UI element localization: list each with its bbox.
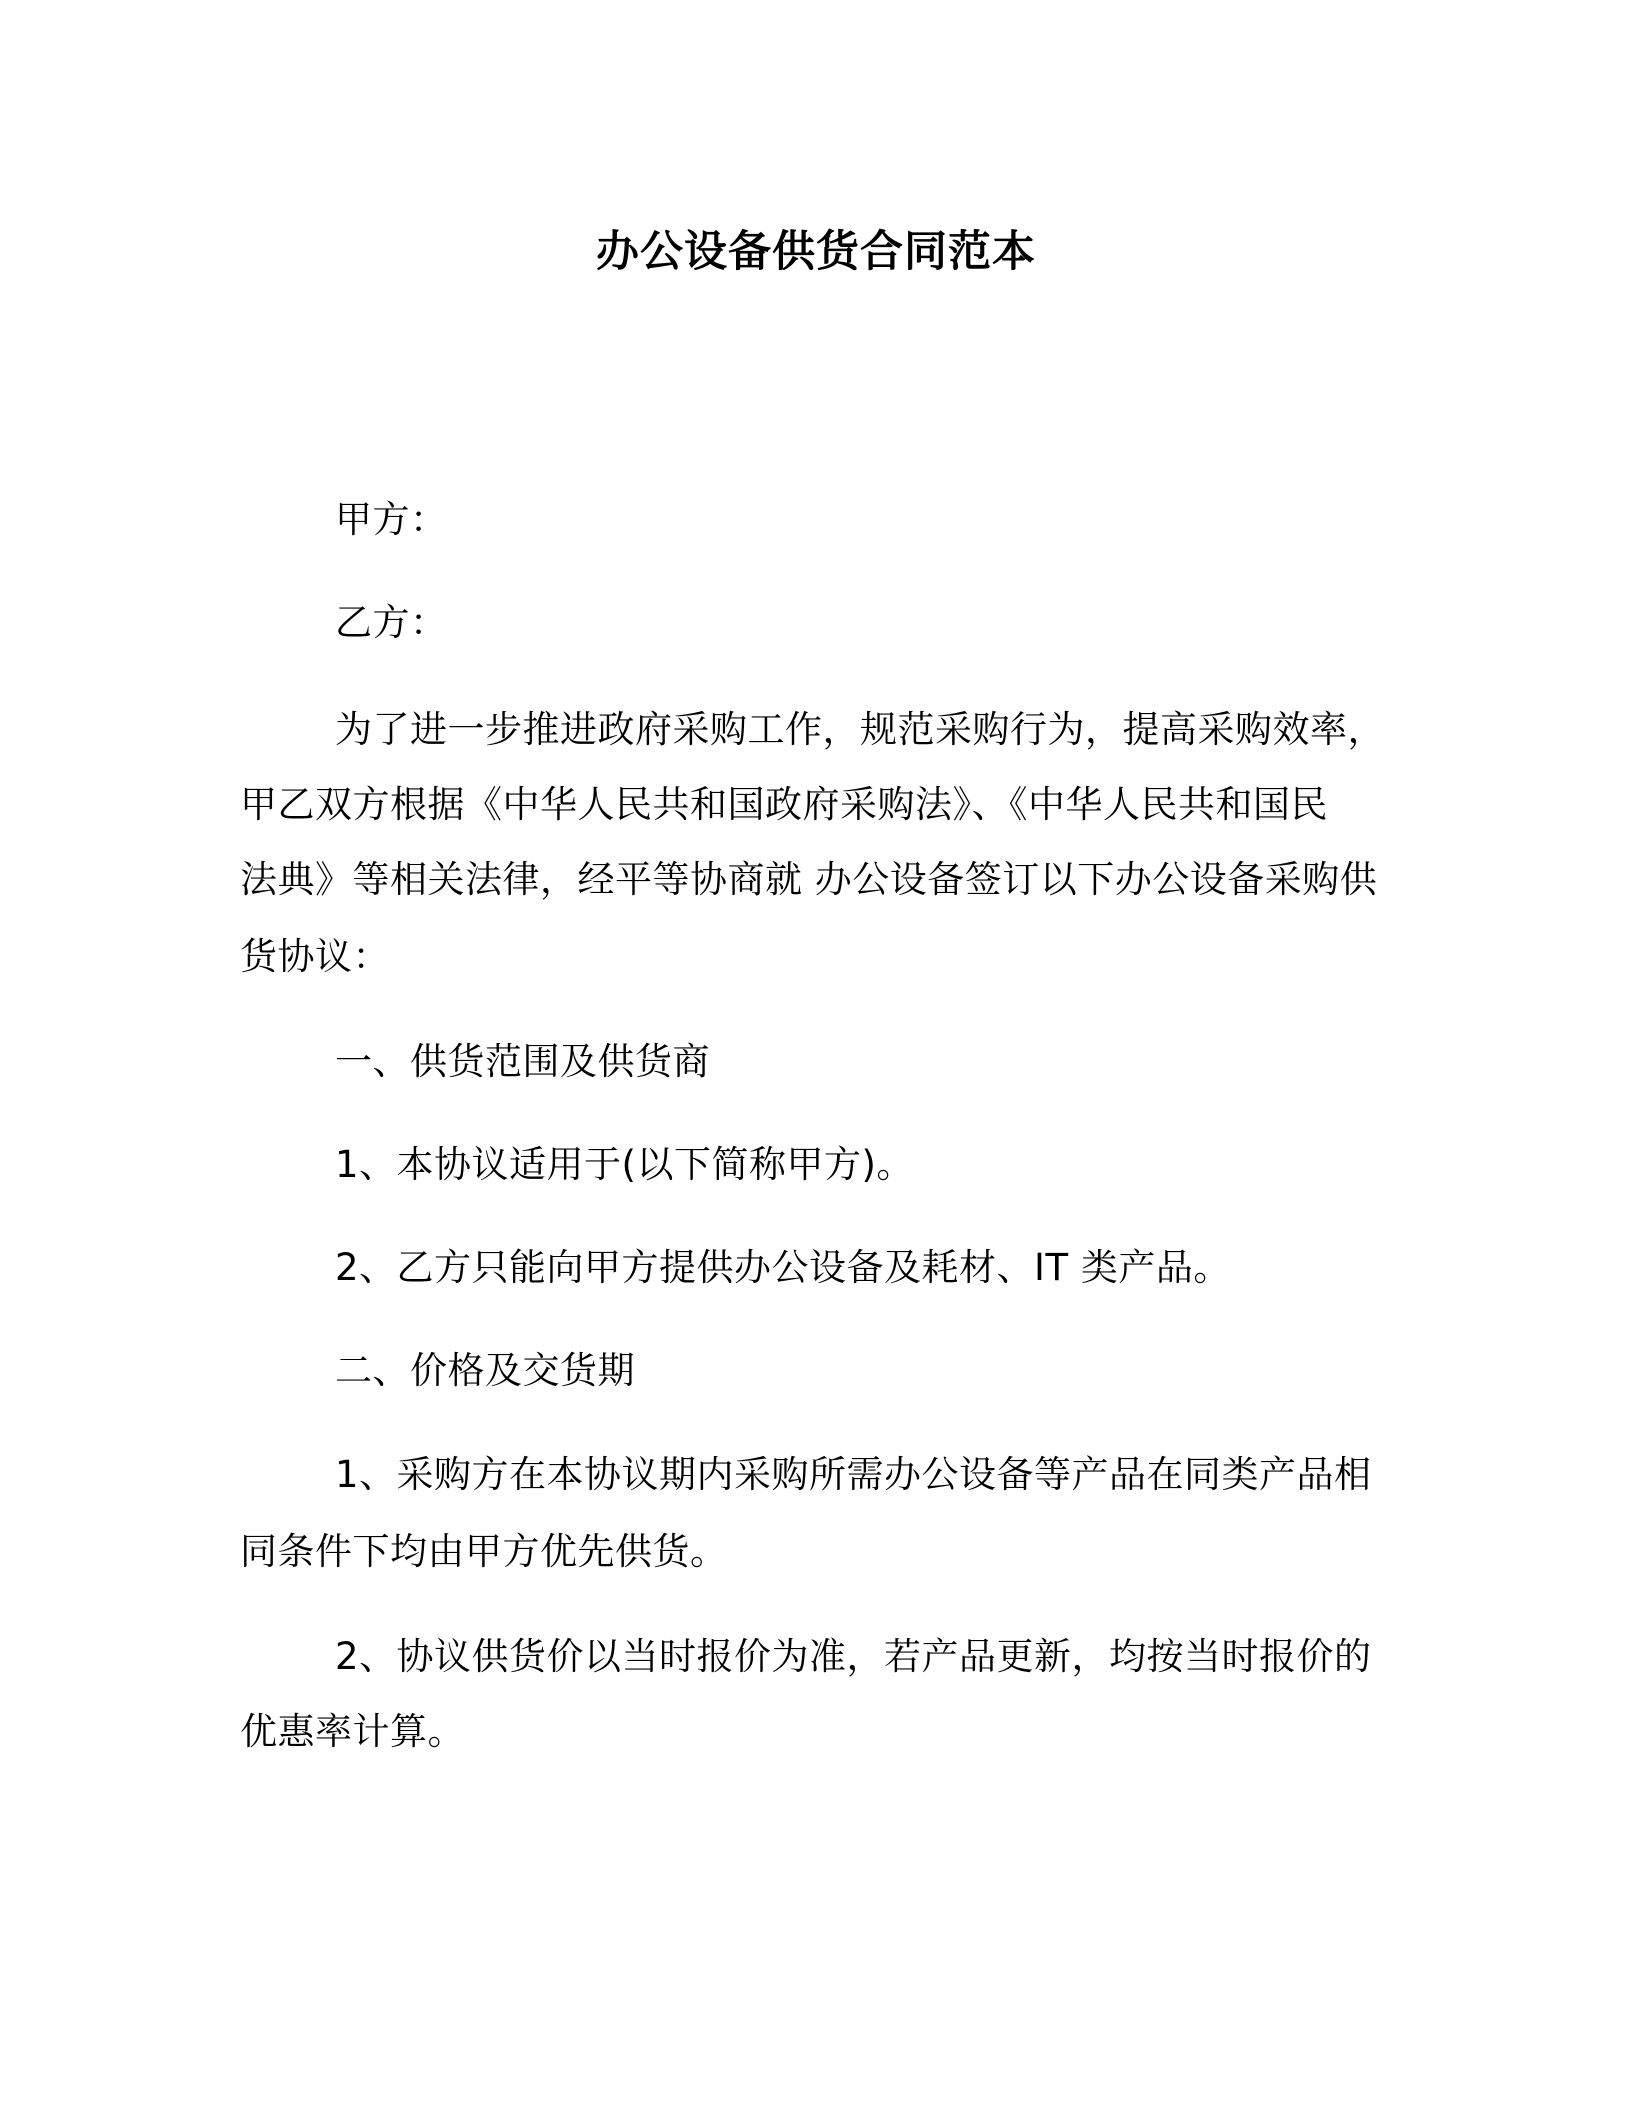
intro-paragraph-line: 货协议： xyxy=(240,935,390,978)
clause-text: 同条件下均由甲方优先供货。 xyxy=(240,1530,728,1573)
section-heading: 一、供货范围及供货商 xyxy=(335,1040,710,1083)
clause-text: 1、本协议适用于(以下简称甲方)。 xyxy=(335,1143,914,1186)
section-heading: 二、价格及交货期 xyxy=(335,1349,635,1392)
intro-paragraph-line: 法典》等相关法律，经平等协商就 办公设备签订以下办公设备采购供 xyxy=(240,858,1378,901)
party-b-label: 乙方： xyxy=(335,601,448,644)
clause-text: 2、乙方只能向甲方提供办公设备及耗材、IT 类产品。 xyxy=(335,1246,1231,1289)
document-title: 办公设备供货合同范本 xyxy=(596,227,1036,277)
clause-text: 1、采购方在本协议期内采购所需办公设备等产品在同类产品相 xyxy=(335,1453,1372,1496)
intro-paragraph-line: 甲乙双方根据《中华人民共和国政府采购法》、《中华人民共和国民 xyxy=(240,783,1328,826)
intro-paragraph-line: 为了进一步推进政府采购工作，规范采购行为，提高采购效率， xyxy=(335,708,1385,751)
party-a-label: 甲方： xyxy=(335,498,448,541)
clause-text: 2、协议供货价以当时报价为准，若产品更新，均按当时报价的 xyxy=(335,1635,1372,1678)
clause-text: 优惠率计算。 xyxy=(240,1710,465,1753)
